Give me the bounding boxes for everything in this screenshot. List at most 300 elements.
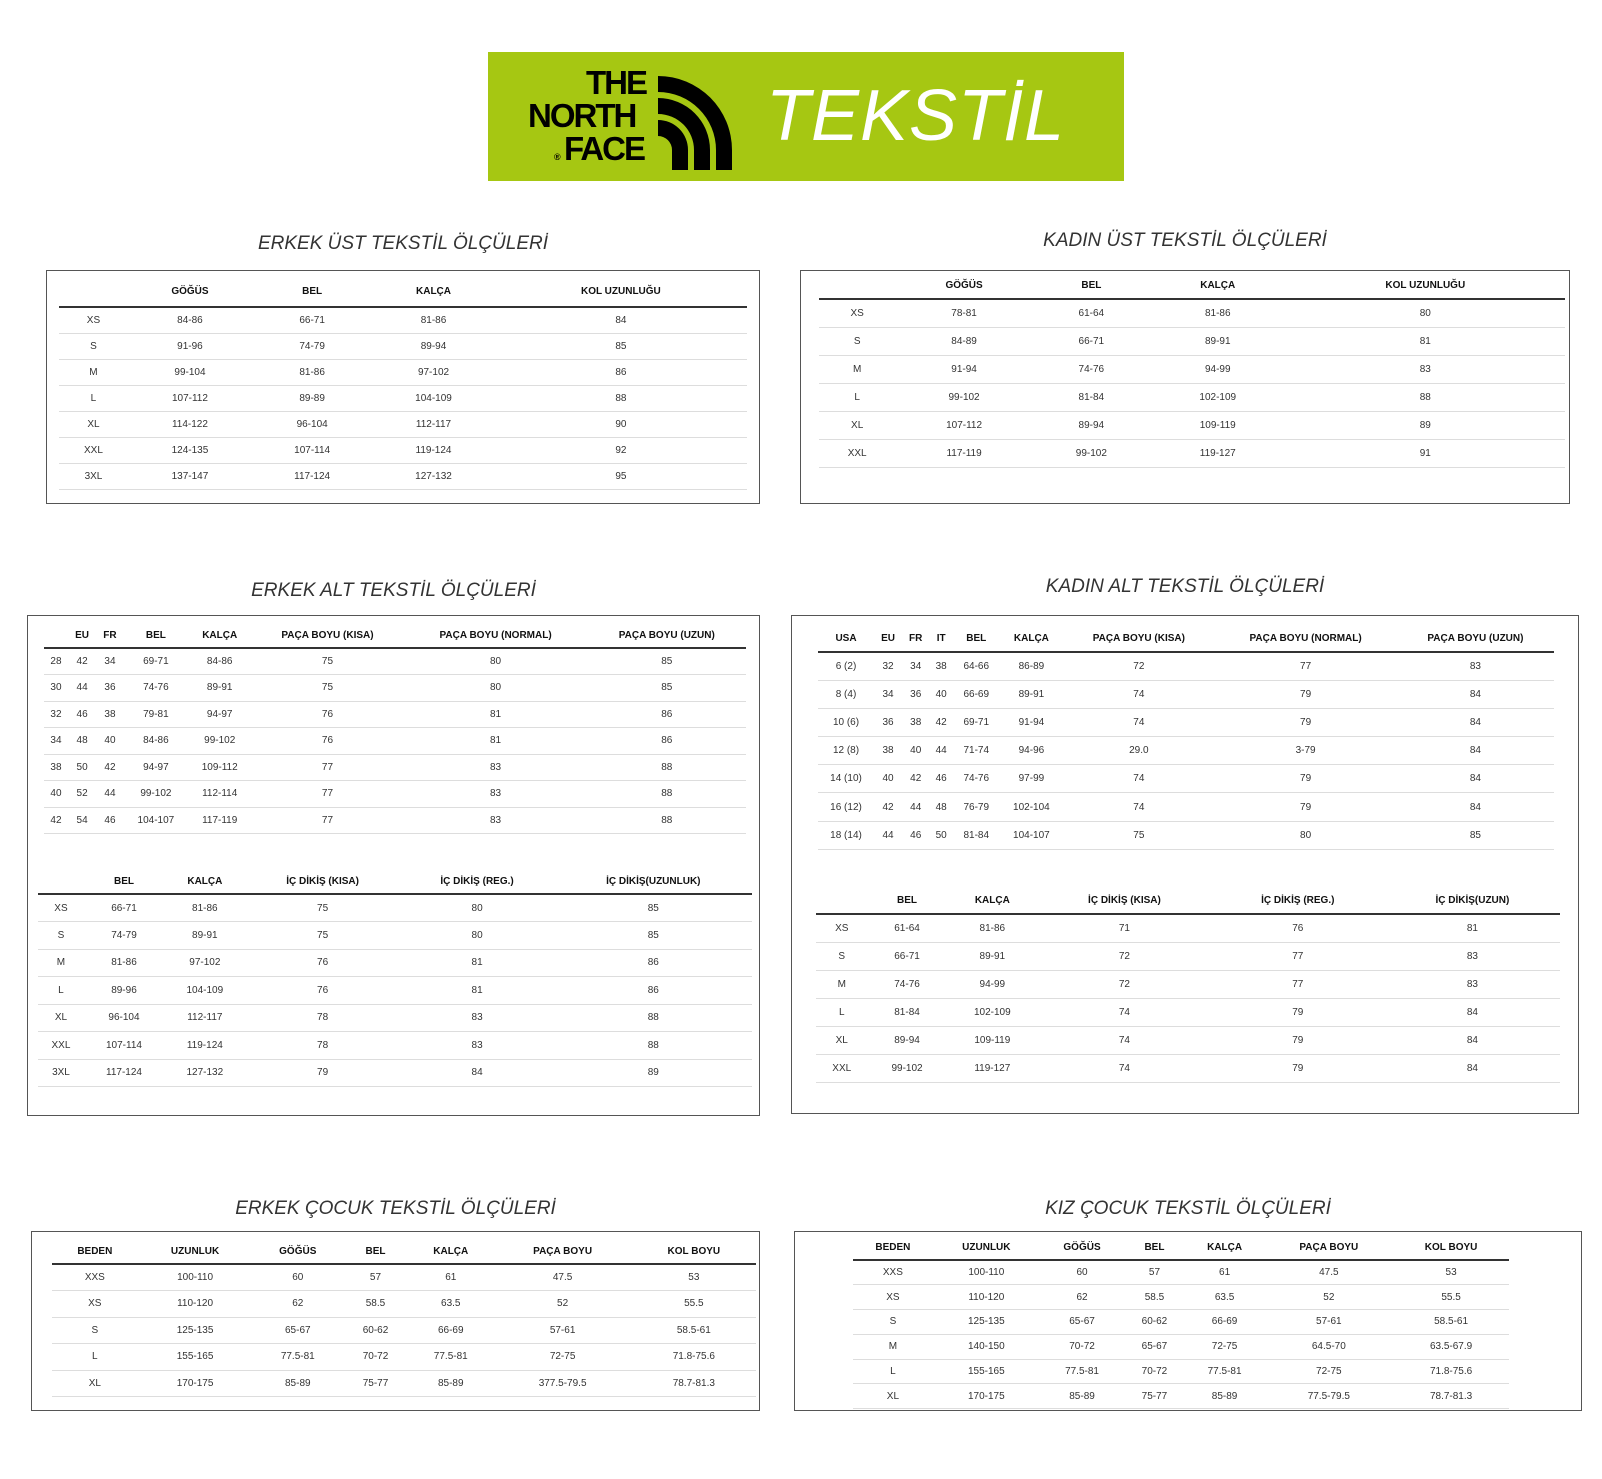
measurement-cell: 91-94: [895, 355, 1032, 383]
measurement-cell: 76: [246, 977, 400, 1005]
column-header: [38, 870, 84, 894]
column-header: BEL: [953, 626, 999, 652]
measurement-cell: 64-66: [953, 652, 999, 680]
measurement-cell: 84: [1397, 680, 1554, 708]
measurement-cell: 40: [96, 728, 123, 755]
measurement-cell: 60-62: [1124, 1310, 1185, 1335]
measurement-cell: 79: [1214, 680, 1396, 708]
column-header: BEL: [343, 1240, 408, 1264]
measurement-cell: 79: [1214, 708, 1396, 736]
column-header: USA: [818, 626, 874, 652]
measurement-cell: 81: [400, 977, 555, 1005]
measurement-cell: 89-91: [1150, 327, 1286, 355]
measurement-cell: 89-91: [164, 922, 246, 950]
section-title-men-bottom: ERKEK ALT TEKSTİL ÖLÇÜLERİ: [251, 580, 536, 601]
table-row: [44, 728, 746, 755]
measurement-cell: 61: [408, 1264, 494, 1291]
size-label-cell: XXS: [52, 1264, 138, 1291]
measurement-cell: 80: [404, 675, 588, 702]
measurement-cell: 99-102: [895, 383, 1032, 411]
the-north-face-logo: [526, 64, 736, 170]
table-row: [44, 807, 746, 834]
measurement-cell: 74: [1063, 680, 1214, 708]
measurement-cell: 80: [400, 922, 555, 950]
table-row: [816, 914, 1560, 942]
measurement-cell: 99-104: [128, 359, 252, 385]
column-header: EU: [68, 624, 96, 648]
table-row: [52, 1291, 756, 1318]
measurement-cell: 69-71: [953, 708, 999, 736]
measurement-cell: 77: [1214, 652, 1396, 680]
size-table-box-women-bottom: [791, 615, 1579, 1114]
measurement-cell: 100-110: [933, 1260, 1040, 1285]
size-label-cell: 42: [44, 807, 68, 834]
column-header: GÖĞÜS: [128, 277, 252, 307]
column-header: FR: [96, 624, 123, 648]
measurement-cell: 81-86: [1150, 299, 1286, 327]
section-title-women-top: KADIN ÜST TEKSTİL ÖLÇÜLERİ: [1043, 230, 1327, 251]
measurement-cell: 58.5: [343, 1291, 408, 1318]
column-header: KALÇA: [999, 626, 1063, 652]
size-label-cell: XXL: [38, 1032, 84, 1060]
measurement-cell: 83: [400, 1032, 555, 1060]
measurement-cell: 84: [1385, 1026, 1560, 1054]
measurement-cell: 110-120: [933, 1285, 1040, 1310]
size-label-cell: XL: [38, 1004, 84, 1032]
measurement-cell: 77: [1211, 942, 1385, 970]
measurement-cell: 84-86: [124, 728, 188, 755]
column-header: PAÇA BOYU: [494, 1240, 632, 1264]
measurement-cell: 70-72: [1040, 1334, 1124, 1359]
section-title-boys: ERKEK ÇOCUK TEKSTİL ÖLÇÜLERİ: [235, 1198, 556, 1219]
measurement-cell: 42: [96, 754, 123, 781]
measurement-cell: 83: [404, 754, 588, 781]
size-table-men-bottom-1: [44, 624, 746, 834]
measurement-cell: 170-175: [933, 1384, 1040, 1409]
size-label-cell: S: [853, 1310, 933, 1335]
measurement-cell: 44: [68, 675, 96, 702]
column-header: PAÇA BOYU (KISA): [1063, 626, 1214, 652]
table-row: [44, 781, 746, 808]
measurement-cell: 69-71: [124, 648, 188, 675]
size-label-cell: S: [819, 327, 895, 355]
measurement-cell: 97-102: [164, 949, 246, 977]
measurement-cell: 46: [68, 701, 96, 728]
measurement-cell: 78.7-81.3: [1393, 1384, 1509, 1409]
measurement-cell: 119-124: [372, 437, 494, 463]
table-row: [59, 411, 747, 437]
size-label-cell: XS: [819, 299, 895, 327]
measurement-cell: 79: [1211, 1054, 1385, 1082]
measurement-cell: 78-81: [895, 299, 1032, 327]
table-row: [818, 680, 1554, 708]
measurement-cell: 84: [1397, 765, 1554, 793]
column-header: UZUNLUK: [138, 1240, 253, 1264]
measurement-cell: 44: [929, 737, 953, 765]
measurement-cell: 88: [588, 754, 746, 781]
column-header: PAÇA BOYU: [1264, 1236, 1393, 1260]
measurement-cell: 89-91: [999, 680, 1063, 708]
table-row: [52, 1370, 756, 1397]
measurement-cell: 84-86: [188, 648, 251, 675]
table-row: [38, 977, 752, 1005]
measurement-cell: 38: [96, 701, 123, 728]
column-header: BEL: [124, 624, 188, 648]
column-header: BEL: [1033, 273, 1150, 299]
measurement-cell: 90: [495, 411, 747, 437]
measurement-cell: 3-79: [1214, 737, 1396, 765]
measurement-cell: 50: [68, 754, 96, 781]
measurement-cell: 78.7-81.3: [632, 1370, 756, 1397]
table-row: [59, 359, 747, 385]
measurement-cell: 60: [1040, 1260, 1124, 1285]
table-row: [59, 333, 747, 359]
measurement-cell: 89-94: [372, 333, 494, 359]
measurement-cell: 75: [251, 648, 403, 675]
measurement-cell: 124-135: [128, 437, 252, 463]
table-row: [816, 970, 1560, 998]
size-label-cell: 16 (12): [818, 793, 874, 821]
measurement-cell: 63.5: [1185, 1285, 1265, 1310]
measurement-cell: 95: [495, 463, 747, 489]
measurement-cell: 84: [495, 307, 747, 333]
measurement-cell: 117-119: [188, 807, 251, 834]
measurement-cell: 80: [400, 894, 555, 922]
measurement-cell: 42: [874, 793, 902, 821]
table-row: [52, 1264, 756, 1291]
measurement-cell: 70-72: [1124, 1359, 1185, 1384]
measurement-cell: 53: [1393, 1260, 1509, 1285]
column-header: İÇ DİKİŞ (REG.): [400, 870, 555, 894]
column-header: BEDEN: [853, 1236, 933, 1260]
measurement-cell: 65-67: [1040, 1310, 1124, 1335]
column-header: İÇ DİKİŞ (KISA): [246, 870, 400, 894]
measurement-cell: 81-86: [164, 894, 246, 922]
measurement-cell: 81-84: [953, 821, 999, 849]
measurement-cell: 54: [68, 807, 96, 834]
measurement-cell: 74-79: [84, 922, 164, 950]
measurement-cell: 74: [1038, 1054, 1211, 1082]
measurement-cell: 34: [96, 648, 123, 675]
measurement-cell: 137-147: [128, 463, 252, 489]
column-header: KALÇA: [372, 277, 494, 307]
measurement-cell: 88: [495, 385, 747, 411]
measurement-cell: 170-175: [138, 1370, 253, 1397]
measurement-cell: 58.5: [1124, 1285, 1185, 1310]
measurement-cell: 74-76: [1033, 355, 1150, 383]
measurement-cell: 55.5: [632, 1291, 756, 1318]
measurement-cell: 88: [555, 1032, 752, 1060]
measurement-cell: 76: [251, 728, 403, 755]
measurement-cell: 83: [1397, 652, 1554, 680]
table-row: [819, 411, 1565, 439]
size-label-cell: XS: [38, 894, 84, 922]
size-table-men-top: [59, 277, 747, 490]
measurement-cell: 112-117: [164, 1004, 246, 1032]
size-label-cell: L: [52, 1344, 138, 1371]
measurement-cell: 88: [1286, 383, 1565, 411]
measurement-cell: 63.5: [408, 1291, 494, 1318]
table-row: [853, 1310, 1509, 1335]
measurement-cell: 79: [1214, 793, 1396, 821]
measurement-cell: 72: [1038, 970, 1211, 998]
measurement-cell: 89: [1286, 411, 1565, 439]
banner-title: TEKSTİL: [766, 76, 1066, 156]
table-row: [818, 708, 1554, 736]
column-header: İÇ DİKİŞ(UZUN): [1385, 888, 1560, 914]
size-label-cell: XXS: [853, 1260, 933, 1285]
measurement-cell: 40: [902, 737, 929, 765]
size-label-cell: S: [38, 922, 84, 950]
column-header: GÖĞÜS: [895, 273, 1032, 299]
measurement-cell: 104-109: [372, 385, 494, 411]
measurement-cell: 119-127: [947, 1054, 1039, 1082]
measurement-cell: 81: [1385, 914, 1560, 942]
table-row: [816, 942, 1560, 970]
column-header: KOL UZUNLUĞU: [1286, 273, 1565, 299]
size-label-cell: XL: [59, 411, 128, 437]
measurement-cell: 40: [874, 765, 902, 793]
column-header: BEDEN: [52, 1240, 138, 1264]
size-label-cell: S: [52, 1317, 138, 1344]
measurement-cell: 72-75: [1264, 1359, 1393, 1384]
table-row: [853, 1384, 1509, 1409]
table-row: [52, 1344, 756, 1371]
measurement-cell: 85: [588, 675, 746, 702]
measurement-cell: 88: [588, 781, 746, 808]
measurement-cell: 75: [251, 675, 403, 702]
size-table-women-bottom-1: [818, 626, 1554, 850]
measurement-cell: 74: [1038, 1026, 1211, 1054]
measurement-cell: 81: [404, 728, 588, 755]
measurement-cell: 89-96: [84, 977, 164, 1005]
column-header: GÖĞÜS: [253, 1240, 344, 1264]
measurement-cell: 85: [555, 922, 752, 950]
measurement-cell: 57: [343, 1264, 408, 1291]
column-header: PAÇA BOYU (NORMAL): [404, 624, 588, 648]
section-title-women-bottom: KADIN ALT TEKSTİL ÖLÇÜLERİ: [1045, 576, 1325, 597]
measurement-cell: 86: [588, 728, 746, 755]
measurement-cell: 85: [555, 894, 752, 922]
measurement-cell: 84: [1397, 708, 1554, 736]
table-row: [819, 355, 1565, 383]
size-table-box-men-bottom: [27, 615, 760, 1116]
measurement-cell: 63.5-67.9: [1393, 1334, 1509, 1359]
measurement-cell: 47.5: [494, 1264, 632, 1291]
measurement-cell: 36: [874, 708, 902, 736]
measurement-cell: 77: [251, 807, 403, 834]
measurement-cell: 80: [404, 648, 588, 675]
measurement-cell: 107-112: [895, 411, 1032, 439]
column-header: GÖĞÜS: [1040, 1236, 1124, 1260]
size-label-cell: L: [38, 977, 84, 1005]
size-label-cell: XL: [853, 1384, 933, 1409]
measurement-cell: 42: [68, 648, 96, 675]
table-header-row: [816, 888, 1560, 914]
measurement-cell: 117-124: [252, 463, 372, 489]
column-header: KOL UZUNLUĞU: [495, 277, 747, 307]
measurement-cell: 57-61: [1264, 1310, 1393, 1335]
measurement-cell: 36: [96, 675, 123, 702]
measurement-cell: 85-89: [408, 1370, 494, 1397]
measurement-cell: 71: [1038, 914, 1211, 942]
measurement-cell: 79: [1214, 765, 1396, 793]
measurement-cell: 155-165: [138, 1344, 253, 1371]
size-table-box-men-top: [46, 270, 760, 504]
size-label-cell: XS: [816, 914, 868, 942]
table-row: [38, 1059, 752, 1087]
measurement-cell: 99-102: [868, 1054, 947, 1082]
measurement-cell: 94-96: [999, 737, 1063, 765]
column-header: BEL: [868, 888, 947, 914]
measurement-cell: 77.5-81: [253, 1344, 344, 1371]
table-row: [44, 648, 746, 675]
measurement-cell: 86: [555, 977, 752, 1005]
measurement-cell: 57-61: [494, 1317, 632, 1344]
measurement-cell: 55.5: [1393, 1285, 1509, 1310]
measurement-cell: 84: [1385, 1054, 1560, 1082]
measurement-cell: 119-127: [1150, 439, 1286, 467]
measurement-cell: 74-76: [124, 675, 188, 702]
column-header: KALÇA: [1185, 1236, 1265, 1260]
measurement-cell: 109-112: [188, 754, 251, 781]
column-header: IT: [929, 626, 953, 652]
size-label-cell: 34: [44, 728, 68, 755]
measurement-cell: 48: [929, 793, 953, 821]
measurement-cell: 52: [494, 1291, 632, 1318]
size-label-cell: 18 (14): [818, 821, 874, 849]
measurement-cell: 42: [902, 765, 929, 793]
measurement-cell: 44: [902, 793, 929, 821]
measurement-cell: 91-94: [999, 708, 1063, 736]
measurement-cell: 80: [1214, 821, 1396, 849]
measurement-cell: 74: [1063, 708, 1214, 736]
measurement-cell: 74-76: [868, 970, 947, 998]
svg-text:NORTH: NORTH: [528, 97, 636, 134]
measurement-cell: 114-122: [128, 411, 252, 437]
size-label-cell: 3XL: [38, 1059, 84, 1087]
measurement-cell: 89-91: [188, 675, 251, 702]
size-label-cell: XL: [819, 411, 895, 439]
table-header-row: [52, 1240, 756, 1264]
column-header: İÇ DİKİŞ (REG.): [1211, 888, 1385, 914]
measurement-cell: 112-114: [188, 781, 251, 808]
column-header: KALÇA: [164, 870, 246, 894]
measurement-cell: 74: [1063, 765, 1214, 793]
measurement-cell: 61-64: [1033, 299, 1150, 327]
measurement-cell: 77.5-81: [1185, 1359, 1265, 1384]
table-row: [44, 675, 746, 702]
measurement-cell: 77.5-81: [1040, 1359, 1124, 1384]
svg-text:FACE: FACE: [564, 130, 645, 167]
measurement-cell: 107-114: [84, 1032, 164, 1060]
measurement-cell: 66-69: [1185, 1310, 1265, 1335]
measurement-cell: 46: [902, 821, 929, 849]
column-header: EU: [874, 626, 902, 652]
measurement-cell: 85: [495, 333, 747, 359]
size-table-box-boys: [31, 1231, 760, 1411]
table-row: [853, 1285, 1509, 1310]
size-label-cell: M: [819, 355, 895, 383]
measurement-cell: 102-109: [1150, 383, 1286, 411]
table-row: [819, 327, 1565, 355]
table-row: [59, 385, 747, 411]
table-header-row: [59, 277, 747, 307]
table-row: [44, 754, 746, 781]
measurement-cell: 38: [874, 737, 902, 765]
size-label-cell: XS: [52, 1291, 138, 1318]
measurement-cell: 88: [588, 807, 746, 834]
measurement-cell: 109-119: [1150, 411, 1286, 439]
measurement-cell: 83: [1286, 355, 1565, 383]
measurement-cell: 91: [1286, 439, 1565, 467]
measurement-cell: 46: [96, 807, 123, 834]
table-row: [59, 463, 747, 489]
measurement-cell: 94-99: [947, 970, 1039, 998]
measurement-cell: 76: [246, 949, 400, 977]
table-row: [38, 1032, 752, 1060]
measurement-cell: 109-119: [947, 1026, 1039, 1054]
measurement-cell: 62: [253, 1291, 344, 1318]
size-label-cell: XL: [52, 1370, 138, 1397]
measurement-cell: 94-97: [188, 701, 251, 728]
measurement-cell: 70-72: [343, 1344, 408, 1371]
measurement-cell: 89-94: [868, 1026, 947, 1054]
measurement-cell: 99-102: [188, 728, 251, 755]
table-row: [853, 1260, 1509, 1285]
measurement-cell: 107-112: [128, 385, 252, 411]
measurement-cell: 85-89: [253, 1370, 344, 1397]
measurement-cell: 65-67: [253, 1317, 344, 1344]
size-label-cell: 6 (2): [818, 652, 874, 680]
column-header: İÇ DİKİŞ(UZUNLUK): [555, 870, 752, 894]
measurement-cell: 80: [1286, 299, 1565, 327]
measurement-cell: 78: [246, 1032, 400, 1060]
brand-banner: [488, 52, 1124, 181]
measurement-cell: 62: [1040, 1285, 1124, 1310]
measurement-cell: 29.0: [1063, 737, 1214, 765]
measurement-cell: 61: [1185, 1260, 1265, 1285]
measurement-cell: 100-110: [138, 1264, 253, 1291]
size-label-cell: M: [59, 359, 128, 385]
measurement-cell: 61-64: [868, 914, 947, 942]
measurement-cell: 97-102: [372, 359, 494, 385]
measurement-cell: 86: [588, 701, 746, 728]
table-row: [52, 1317, 756, 1344]
column-header: KALÇA: [947, 888, 1039, 914]
size-table-girls: [853, 1236, 1509, 1409]
measurement-cell: 81-86: [252, 359, 372, 385]
measurement-cell: 76: [251, 701, 403, 728]
size-label-cell: 3XL: [59, 463, 128, 489]
table-row: [853, 1334, 1509, 1359]
measurement-cell: 83: [400, 1004, 555, 1032]
measurement-cell: 78: [246, 1004, 400, 1032]
measurement-cell: 84-89: [895, 327, 1032, 355]
measurement-cell: 99-102: [1033, 439, 1150, 467]
measurement-cell: 72: [1038, 942, 1211, 970]
column-header: FR: [902, 626, 929, 652]
table-row: [38, 949, 752, 977]
table-row: [38, 894, 752, 922]
measurement-cell: 89-89: [252, 385, 372, 411]
measurement-cell: 91-96: [128, 333, 252, 359]
measurement-cell: 112-117: [372, 411, 494, 437]
size-label-cell: M: [853, 1334, 933, 1359]
measurement-cell: 74-79: [252, 333, 372, 359]
measurement-cell: 89: [555, 1059, 752, 1087]
measurement-cell: 75-77: [343, 1370, 408, 1397]
